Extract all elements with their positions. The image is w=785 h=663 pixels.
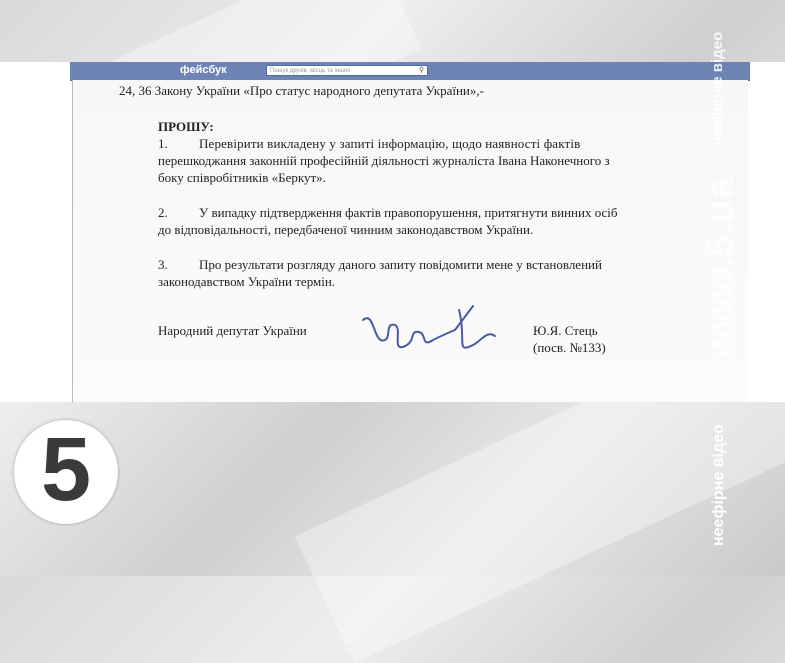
signer-name: Ю.Я. Стець <box>533 323 598 338</box>
handwritten-signature <box>355 300 505 370</box>
item3-line1: Про результати розгляду даного запиту повідомити мене у встановлений <box>199 257 602 272</box>
signer-title: Народний депутат України <box>158 323 307 338</box>
watermark-site: www.5.ua <box>698 176 742 360</box>
signer-certificate: (посв. №133) <box>533 340 606 355</box>
item1-number: 1. <box>158 136 168 151</box>
watermark-slogan-bottom: неефірне відео <box>710 424 727 546</box>
watermark-slogan-top: неефірне відео <box>709 31 726 146</box>
item2-line2: до відповідальності, передбаченої чинним законодавством України. <box>158 222 534 237</box>
document-intro-line: 24, 36 Закону України «Про статус народного депутата України»,- <box>119 83 484 98</box>
search-icon[interactable]: ⚲ <box>418 67 424 74</box>
document-heading: ПРОШУ: <box>158 119 214 134</box>
facebook-header-bar <box>70 62 750 81</box>
channel-5-logo-digit: 5 <box>40 420 92 520</box>
item3-line2: законодавством України термін. <box>158 274 336 289</box>
item2-number: 2. <box>158 205 168 220</box>
item3-number: 3. <box>158 257 168 272</box>
item1-line1: Перевірити викладену у запиті інформацію, щодо наявності фактів <box>199 136 581 151</box>
item1-line3: боку співробітників «Беркут». <box>158 170 326 185</box>
item2-line1: У випадку підтвердження фактів правопорушення, притягнути винних осіб <box>199 205 618 220</box>
search-placeholder: Пошук друзів, місць та інших <box>270 68 351 74</box>
facebook-search-input[interactable] <box>266 65 428 76</box>
item1-line2: перешкоджання законній професійній діяльності журналіста Івана Наконечного з <box>158 153 610 168</box>
channel-5-logo <box>14 420 118 524</box>
facebook-logo[interactable]: фейсбук <box>180 64 227 76</box>
